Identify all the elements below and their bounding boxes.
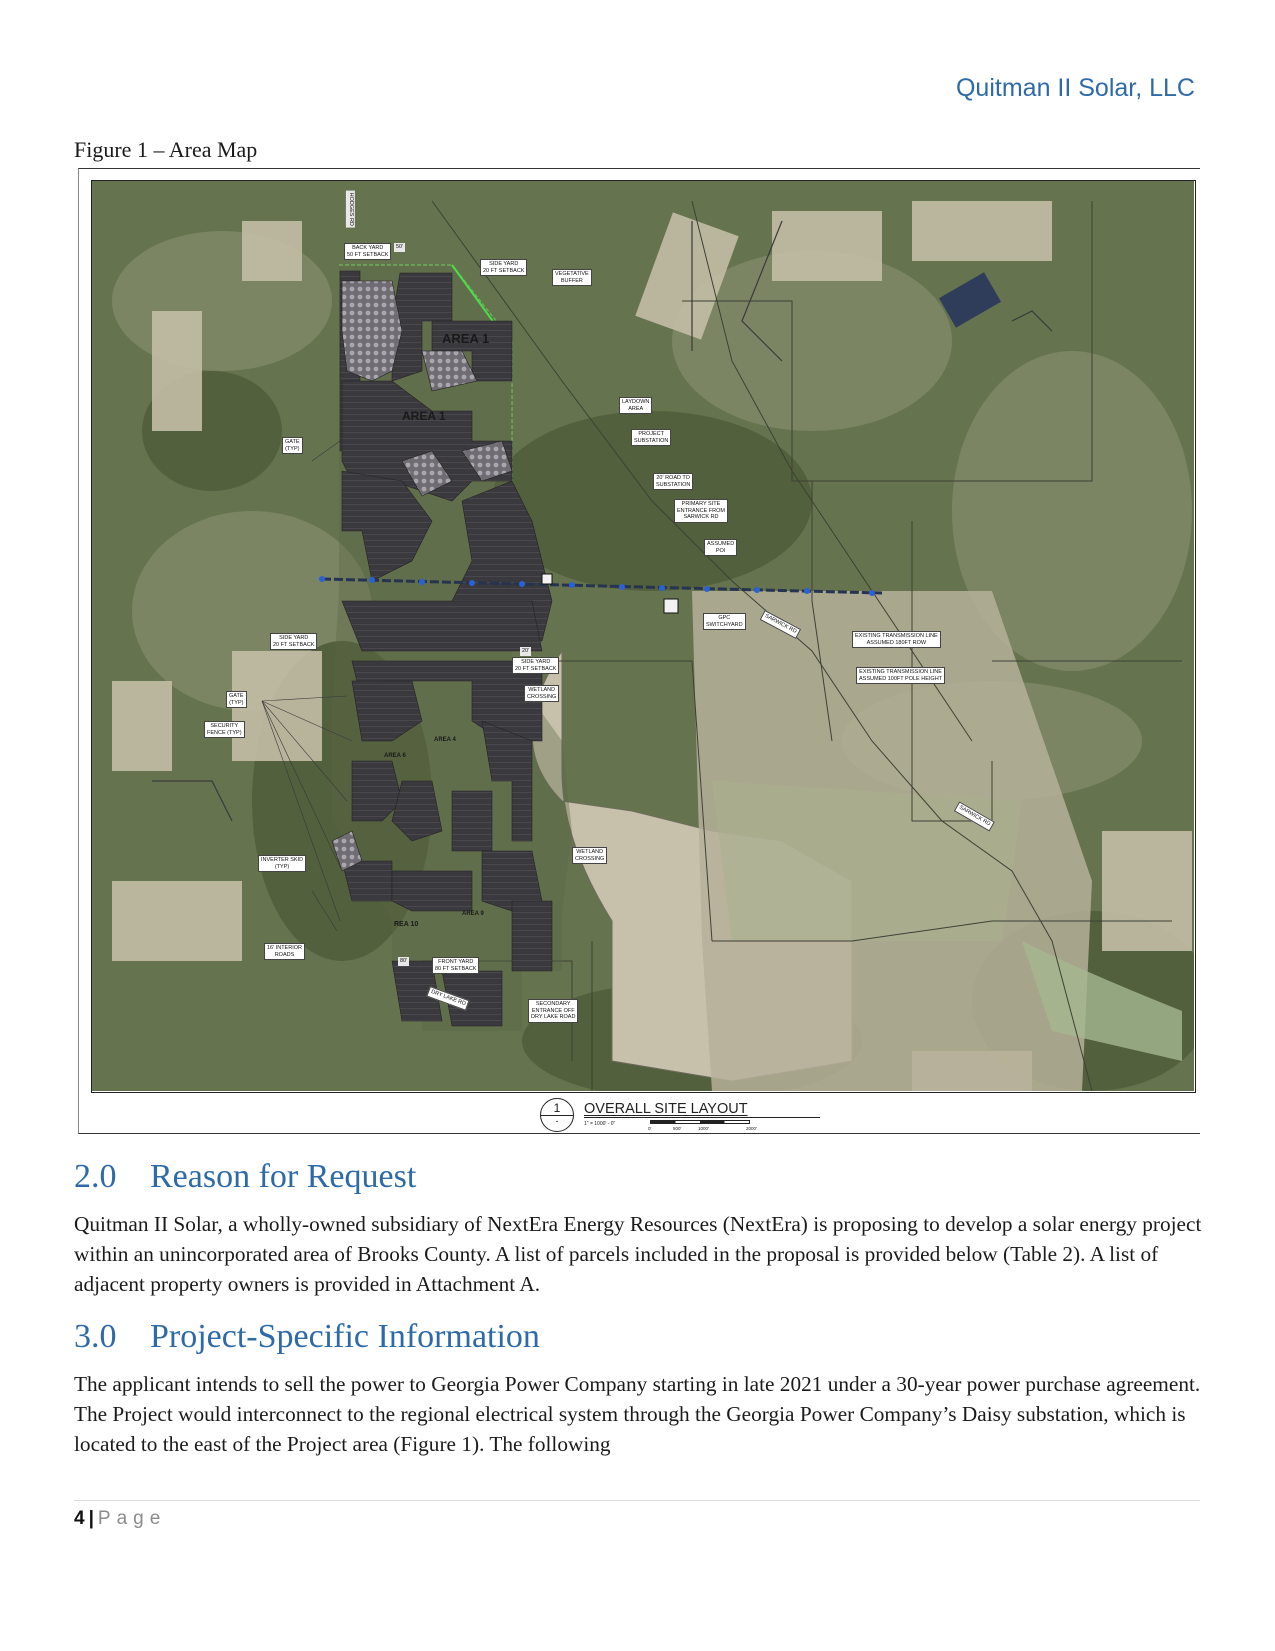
callout-secondary-entrance: SECONDARY ENTRANCE OFF DRY LAKE ROAD bbox=[528, 999, 578, 1023]
callout-assumed-poi: ASSUMED POI bbox=[704, 539, 737, 556]
callout-inverter-skid: INVERTER SKID (TYP) bbox=[258, 855, 306, 872]
callout-side-yard-mid: SIDE YARD 20 FT SETBACK bbox=[512, 657, 559, 674]
scale-mark: 500' bbox=[673, 1126, 682, 1131]
scale-mark: 1000' bbox=[698, 1126, 709, 1131]
section-3-paragraph: The applicant intends to sell the power to Georgia Power Company starting in late 2021 under a 30-year power purchase agreement. The Project would interconnect to the regional electrical system through the Georgia Power Company’s Daisy substation, which is located to the east of the Project area (Figure 1). The following bbox=[74, 1372, 1201, 1456]
callout-road-dim: 20' bbox=[522, 648, 530, 654]
title-block-scale-bar bbox=[650, 1120, 750, 1124]
callout-gate-left: GATE (TYP) bbox=[226, 691, 247, 708]
title-block-scale-text: 1" = 1000' - 0" bbox=[584, 1121, 616, 1127]
footer-page-indicator bbox=[74, 1508, 166, 1530]
callout-front-yard: FRONT YARD 80 FT SETBACK bbox=[432, 957, 479, 974]
callout-side-yard-left: SIDE YARD 20 FT SETBACK bbox=[270, 633, 317, 650]
callout-primary-site-entrance: PRIMARY SITE ENTRANCE FROM SARWICK RD bbox=[674, 499, 728, 523]
area-map bbox=[91, 180, 1196, 1093]
footer-page-word: Page bbox=[97, 1508, 167, 1529]
callout-security-fence: SECURITY FENCE (TYP) bbox=[204, 721, 245, 738]
road-label-hodges-rd: HODGES RD bbox=[347, 192, 354, 226]
callout-existing-transmission-pole: EXISTING TRANSMISSION LINE ASSUMED 100FT POLE HEIGHT bbox=[856, 667, 945, 684]
title-block-number: 1 bbox=[553, 1101, 561, 1115]
callout-vegetative-buffer: VEGETATIVE BUFFER bbox=[552, 269, 592, 286]
callout-front-yard-dim: 80' bbox=[400, 958, 408, 964]
section-3-title: Project-Specific Information bbox=[150, 1318, 540, 1355]
callout-wetland-crossing-1: WETLAND CROSSING bbox=[524, 685, 559, 702]
section-2-number: 2.0 bbox=[74, 1158, 117, 1195]
title-block-dash: - bbox=[555, 1116, 559, 1126]
callout-back-yard: BACK YARD 50 FT SETBACK bbox=[344, 243, 391, 260]
callout-wetland-crossing-2: WETLAND CROSSING bbox=[572, 847, 607, 864]
footer-rule bbox=[74, 1500, 1200, 1501]
callout-interior-roads: 16' INTERIOR ROADS bbox=[264, 943, 305, 960]
callout-laydown-area: LAYDOWN AREA bbox=[619, 397, 652, 414]
callout-project-substation: PROJECT SUBSTATION bbox=[631, 429, 671, 446]
section-3-number: 3.0 bbox=[74, 1318, 117, 1355]
title-block-rule bbox=[584, 1117, 820, 1118]
callout-gate-top: GATE (TYP) bbox=[282, 437, 303, 454]
title-block-title: OVERALL SITE LAYOUT bbox=[584, 1101, 748, 1117]
section-2-heading bbox=[74, 1158, 416, 1196]
callout-gpc-switchyard: GPC SWITCHYARD bbox=[703, 613, 746, 630]
section-2-title: Reason for Request bbox=[150, 1158, 417, 1195]
callout-existing-transmission-row: EXISTING TRANSMISSION LINE ASSUMED 180FT ROW bbox=[852, 631, 941, 648]
callout-back-yard-dim: 50' bbox=[396, 244, 404, 250]
area-label-10: REA 10 bbox=[394, 921, 419, 928]
title-block-circle bbox=[540, 1098, 574, 1132]
area-label-1a: AREA 1 bbox=[442, 331, 490, 346]
road-label-dry-lake-rd: DRY LAKE RD bbox=[426, 986, 470, 1010]
section-2-paragraph: Quitman II Solar, a wholly-owned subsidiary of NextEra Energy Resources (NextEra) is proposing to develop a solar energy project within an unincorporated area of Brooks County. A list of parcels included in the proposal is provided below (Table 2). A list of adjacent property owners is provided in Attachment A. bbox=[74, 1212, 1202, 1296]
aerial-map-image bbox=[92, 181, 1194, 1091]
area-label-1b: AREA 1 bbox=[402, 409, 446, 423]
road-label-sarwick-rd-2: SARWICK RD bbox=[954, 801, 995, 831]
map-title-block bbox=[540, 1098, 820, 1132]
figure-caption: Figure 1 – Area Map bbox=[74, 137, 258, 162]
callout-side-yard-top: SIDE YARD 20 FT SETBACK bbox=[480, 259, 527, 276]
area-label-9: AREA 9 bbox=[462, 911, 484, 917]
road-label-sarwick-rd-1: SARWICK RD bbox=[760, 610, 801, 639]
footer-page-number: 4 bbox=[74, 1508, 85, 1529]
callout-road-to-substation: 20' ROAD TO SUBSTATION bbox=[653, 473, 693, 490]
area-label-4: AREA 4 bbox=[434, 737, 456, 743]
section-3-heading bbox=[74, 1318, 540, 1356]
scale-mark: 0' bbox=[648, 1126, 652, 1131]
scale-mark: 2000' bbox=[746, 1126, 757, 1131]
area-label-6: AREA 6 bbox=[384, 753, 406, 759]
header-company-name: Quitman II Solar, LLC bbox=[955, 74, 1195, 102]
footer-separator: | bbox=[88, 1508, 94, 1529]
